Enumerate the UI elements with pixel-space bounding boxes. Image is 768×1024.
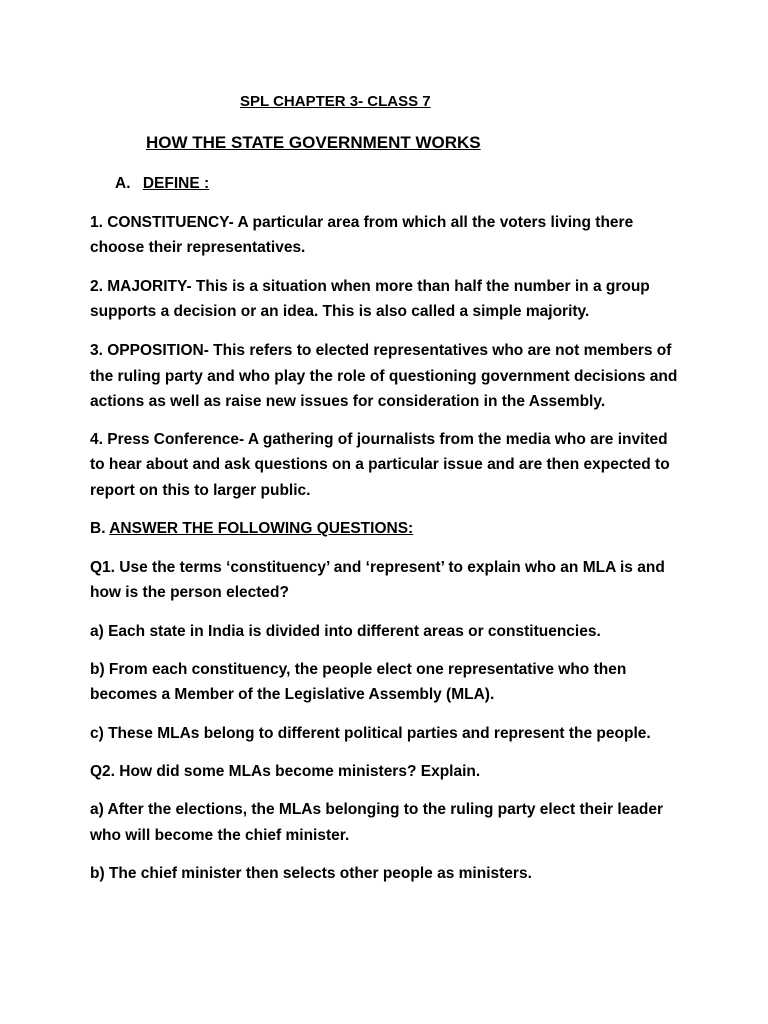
q1-answer-a: a) Each state in India is divided into different areas or constituencies. xyxy=(90,623,601,640)
question-1-line-2: how is the person elected? xyxy=(90,584,289,601)
section-a-label: A. xyxy=(115,175,131,192)
question-2: Q2. How did some MLAs become ministers? Explain. xyxy=(90,763,481,780)
definition-4-line-3: report on this to larger public. xyxy=(90,482,311,499)
page-title: HOW THE STATE GOVERNMENT WORKS xyxy=(146,133,481,152)
section-a-heading xyxy=(115,175,209,193)
definition-3-line-2: the ruling party and who play the role of questioning government decisions and xyxy=(90,368,678,385)
section-b-label: B. xyxy=(90,520,106,537)
question-1-line-1: Q1. Use the terms ‘constituency’ and ‘represent’ to explain who an MLA is and xyxy=(90,559,665,576)
q1-answer-c: c) These MLAs belong to different political parties and represent the people. xyxy=(90,725,651,742)
section-b-heading xyxy=(90,516,690,542)
course-heading: SPL CHAPTER 3- CLASS 7 xyxy=(240,93,431,110)
definition-3-line-1: 3. OPPOSITION- This refers to elected representatives who are not members of xyxy=(90,342,672,359)
definition-2-line-2: supports a decision or an idea. This is also called a simple majority. xyxy=(90,303,590,320)
q2-answer-a-line-1: a) After the elections, the MLAs belonging to the ruling party elect their leader xyxy=(90,801,664,818)
section-a-title: DEFINE : xyxy=(142,175,210,192)
definition-1-line-1: 1. CONSTITUENCY- A particular area from which all the voters living there xyxy=(90,214,634,231)
section-b-title: ANSWER THE FOLLOWING QUESTIONS: xyxy=(109,520,414,537)
q2-answer-a-line-2: who will become the chief minister. xyxy=(90,827,350,844)
definition-4-line-1: 4. Press Conference- A gathering of journalists from the media who are invited xyxy=(90,431,668,448)
q1-answer-b-line-2: becomes a Member of the Legislative Assembly (MLA). xyxy=(90,686,495,703)
definition-2-line-1: 2. MAJORITY- This is a situation when more than half the number in a group xyxy=(90,278,650,295)
definition-4-line-2: to hear about and ask questions on a particular issue and are then expected to xyxy=(90,456,670,473)
q2-answer-b: b) The chief minister then selects other people as ministers. xyxy=(90,865,532,882)
definition-1-line-2: choose their representatives. xyxy=(90,239,306,256)
definition-3-line-3: actions as well as raise new issues for consideration in the Assembly. xyxy=(90,393,606,410)
q1-answer-b-line-1: b) From each constituency, the people elect one representative who then xyxy=(90,661,627,678)
